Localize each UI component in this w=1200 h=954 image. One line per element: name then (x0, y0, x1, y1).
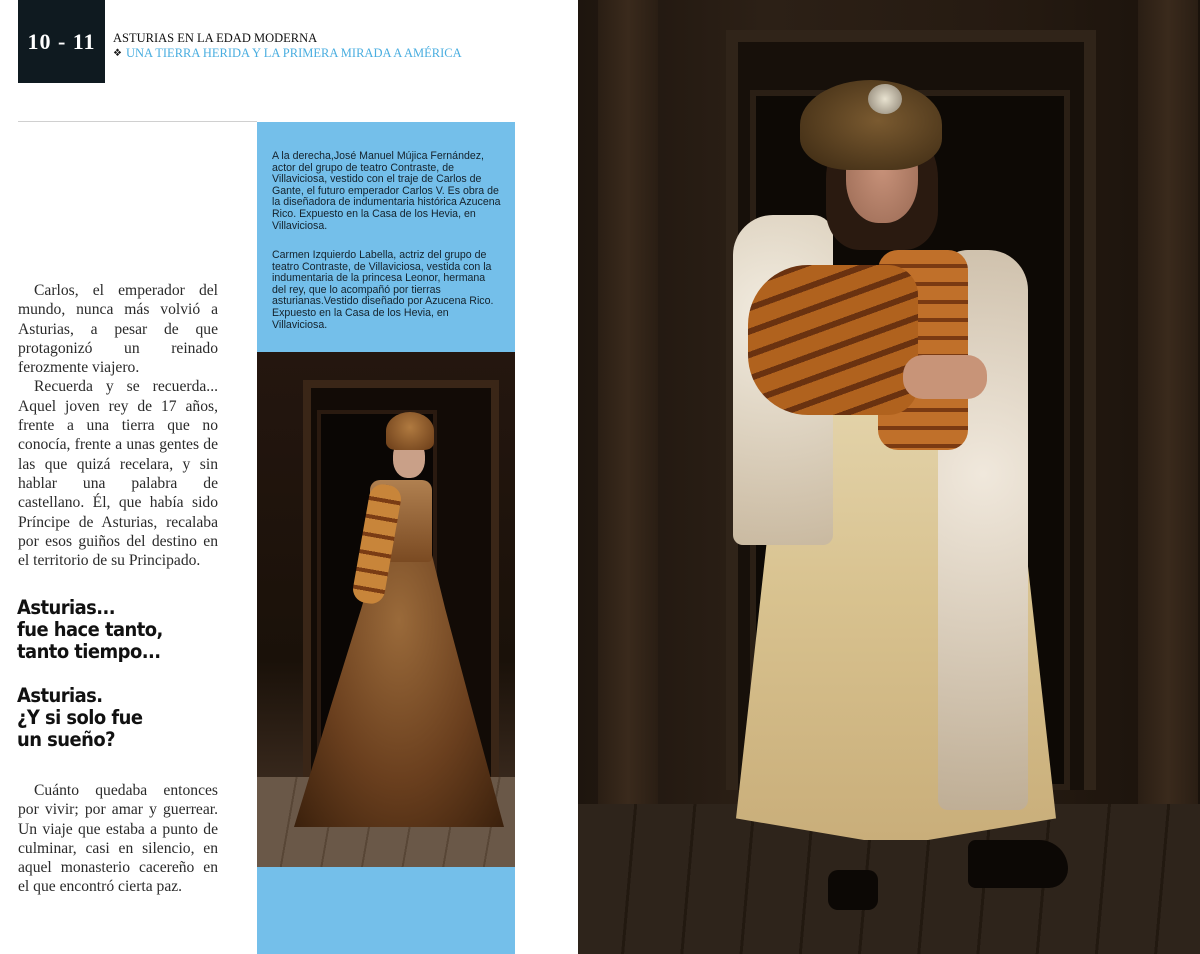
caption-leonor: Carmen Izquierdo Labella, actriz del grupo de teatro Contraste, de Villaviciosa, vestida con la indumentaria de la princesa Leonor, hermana del rey, que lo acompañó por tierras asturianas.Vestido diseñado por Azucena Rico. Expuesto en la Casa de los Hevia, en Villaviciosa. (272, 249, 494, 331)
photo-carlos (578, 0, 1200, 954)
photo-shoe (828, 870, 878, 910)
headline-line: Asturias... (17, 596, 116, 619)
headline-line: tanto tiempo... (17, 640, 161, 663)
page-numbers: 10 - 11 (27, 28, 96, 54)
headline-two (17, 685, 233, 751)
photo-headdress (386, 412, 434, 450)
headline-line: ¿Y si solo fue (17, 706, 143, 729)
section-title: ASTURIAS EN LA EDAD MODERNA (113, 31, 318, 45)
headline-line: un sueño? (17, 728, 115, 751)
photo-shoe (968, 840, 1068, 888)
caption-carlos: A la derecha,José Manuel Mújica Fernández, actor del grupo de teatro Contraste, de Villaviciosa, vestido con el traje de Carlos de Gante, el futuro emperador Carlos V. Es obra de la diseñadora de indumentaria histórica Azucena Rico. Expuesto en la Casa de los Hevia, en Villaviciosa. (272, 150, 501, 232)
photo-leonor (257, 352, 515, 867)
photo-hands (903, 355, 987, 399)
headline-one (17, 597, 233, 663)
paragraph: Cuánto quedaba entonces por vivir; por amar y guerrear. Un viaje que estaba a punto de culminar, casi en silencio, en aquel monasterio cacereño en el que encontró cierta paz. (18, 782, 218, 896)
headline-line: fue hace tanto, (17, 618, 163, 641)
intro-text (18, 281, 218, 570)
page-number-box (18, 0, 105, 83)
photo-brooch (868, 84, 902, 114)
subsection-label: UNA TIERRA HERIDA Y LA PRIMERA MIRADA A AMÉRICA (125, 46, 462, 60)
diamond-bullet-icon: ❖ (113, 48, 122, 59)
headline-line: Asturias. (17, 684, 103, 707)
paragraph: Carlos, el emperador del mundo, nunca más volvió a Asturias, a pesar de que protagonizó un reinado ferozmente viajero. (18, 282, 218, 377)
header-divider (18, 121, 257, 122)
subsection-title (113, 46, 462, 61)
outro-text (18, 781, 218, 897)
photo-sleeve (748, 265, 918, 415)
paragraph: Recuerda y se recuerda... Aquel joven rey de 17 años, frente a una tierra que no conocía, frente a unas gentes de las que quizá recelara, y sin hablar una palabra de castellano. Él, que había sido Príncipe de Asturias, recalaba por esos guiños del destino en el territorio de su Principado. (18, 378, 218, 570)
